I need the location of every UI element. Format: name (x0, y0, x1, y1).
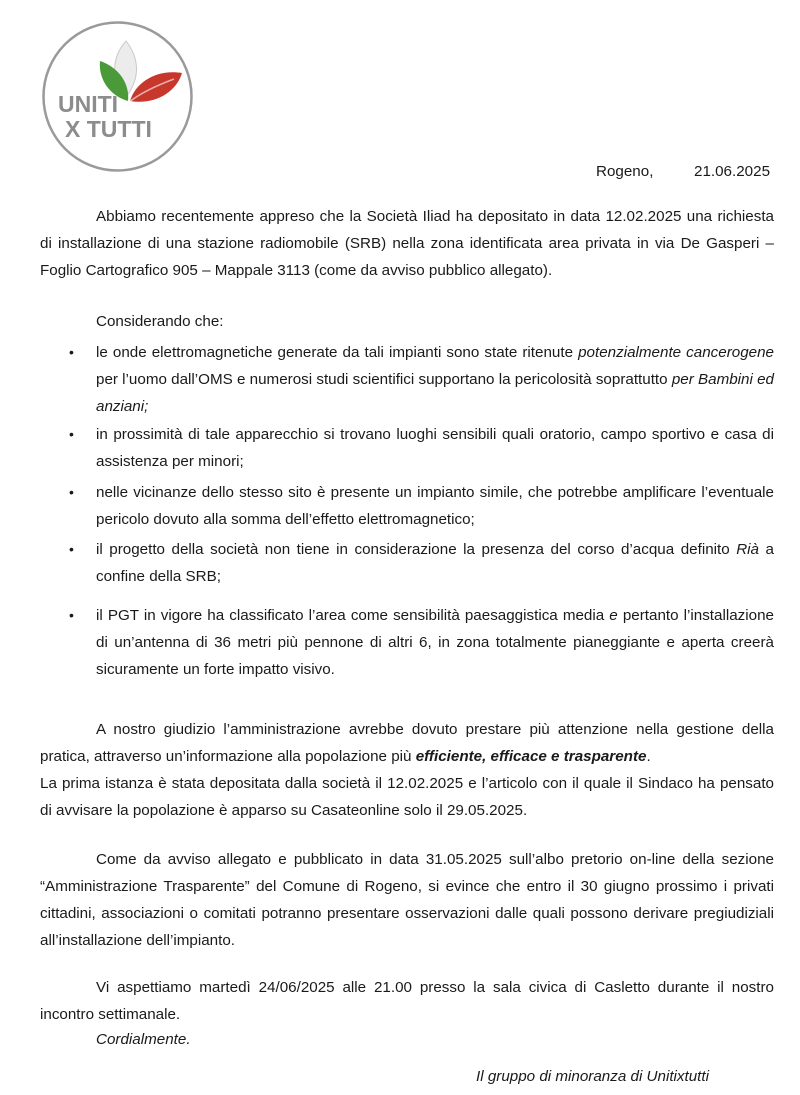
logo-text-line1: UNITI (58, 91, 119, 117)
place: Rogeno, (596, 163, 654, 180)
logo-text-line2: X TUTTI (65, 116, 152, 142)
bullet-item: • nelle vicinanze dello stesso sito è presente un impianto simile, che potrebbe amplificare l’eventuale pericolo dovuto alla somma dell’effetto elettromagnetico; (96, 479, 774, 533)
bullet-list-2 (69, 421, 774, 475)
logo-graphic (40, 19, 195, 174)
letter-date: 21.06.2025 (694, 163, 771, 180)
judgement-paragraph: A nostro giudizio l’amministrazione avrebbe dovuto prestare più attenzione nella gestione della pratica, attraverso un’informazione alla popolazione più efficiente, efficace e trasparente. (40, 721, 774, 765)
signature: Il gruppo di minoranza di Unitixtutti (476, 1068, 709, 1085)
place-date (596, 158, 786, 185)
closing: Cordialmente. (96, 1031, 191, 1048)
bullet-item: • il PGT in vigore ha classificato l’area come sensibilità paesaggistica media e pertanto l’installazione di un’antenna di 36 metri più pennone di altri 6, in zona totalmente pianeggiante e aperta creerà sicuramente un forte impatto visivo. (96, 602, 774, 683)
considerando-heading: Considerando che: (96, 313, 224, 330)
bullet-item: • il progetto della società non tiene in considerazione la presenza del corso d’acqua definito Rià a confine della SRB; (96, 536, 774, 590)
bullet-icon: • (69, 426, 74, 442)
bullet-list-3 (69, 479, 774, 533)
emphasis-text: efficiente, efficace e trasparente (415, 748, 647, 765)
bullet-list-4 (69, 536, 774, 590)
invitation-paragraph: Vi aspettiamo martedì 24/06/2025 alle 21.00 presso la sala civica di Casletto durante il nostro incontro settimanale. (40, 979, 774, 1023)
first-instance-paragraph: La prima istanza è stata depositata dalla società il 12.02.2025 e l’articolo con il quale il Sindaco ha pensato di avvisare la popolazione è apparso su Casateonline solo il 29.05.2025. (40, 775, 774, 819)
intro-paragraph: Abbiamo recentemente appreso che la Società Iliad ha depositato in data 12.02.2025 una richiesta di installazione di una stazione radiomobile (SRB) nella zona identificata area privata in via De Gasperi – Foglio Cartografico 905 – Mappale 3113 (come da avviso pubblico allegato). (40, 208, 774, 279)
bullet-item: • le onde elettromagnetiche generate da tali impianti sono state ritenute potenzialmente cancerogene per l’uomo dall’OMS e numerosi studi scientifici supportano la pericolosità soprattutto per Bambini ed anziani; (96, 339, 774, 420)
bullet-icon: • (69, 541, 74, 557)
bullet-list-1 (69, 339, 774, 420)
bullet-icon: • (69, 607, 74, 623)
bullet-icon: • (69, 484, 74, 500)
bullet-item: • in prossimità di tale apparecchio si trovano luoghi sensibili quali oratorio, campo sportivo e casa di assistenza per minori; (96, 421, 774, 475)
unitixtutti-logo (40, 19, 195, 174)
notice-paragraph: Come da avviso allegato e pubblicato in data 31.05.2025 sull’albo pretorio on-line della sezione “Amministrazione Trasparente” del Comune di Rogeno, si evince che entro il 30 giugno prossimo i privati cittadini, associazioni o comitati potranno presentare osservazioni dalle quali possono derivare pregiudiziali all’installazione dell’impianto. (40, 851, 774, 949)
bullet-list-5 (69, 602, 774, 683)
bullet-icon: • (69, 344, 74, 360)
